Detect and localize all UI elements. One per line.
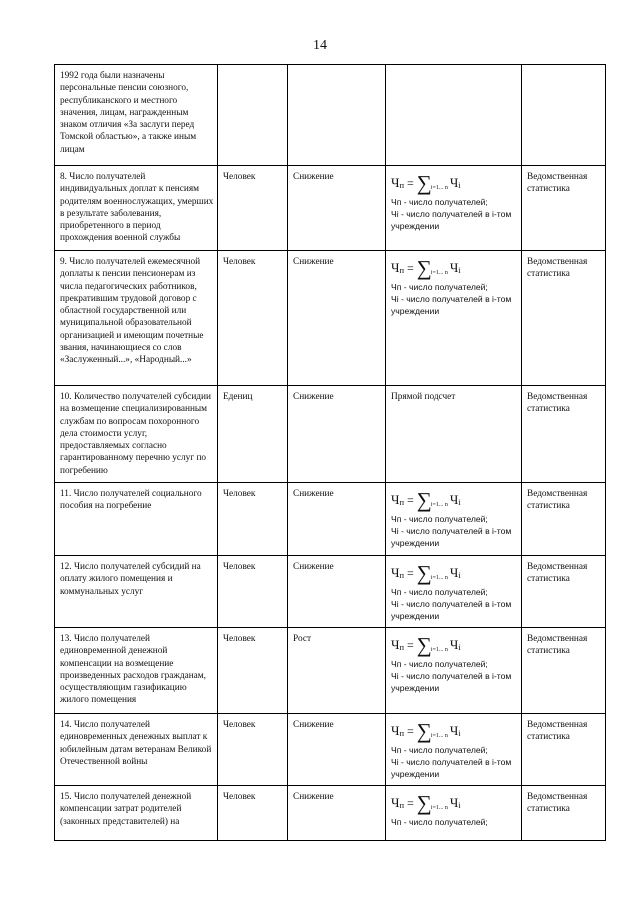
source-cell: Ведомственная статистика [522,386,606,483]
source-cell: Ведомственная статистика [522,628,606,714]
sigma-symbol: ∑ [416,561,432,585]
source-cell: Ведомственная статистика [522,166,606,251]
unit-cell: Человек [218,483,288,556]
sum-formula: Чп = ∑i=1... n Чi [391,719,461,743]
trend-cell [288,65,386,166]
indicator-cell: 14. Число получателей единовременных денежных выплат к юбилейным датам ветеранам Великой Отечественной войны [55,714,218,786]
unit-cell: Едениц [218,386,288,483]
unit-cell: Человек [218,166,288,251]
formula-legend-per-institution: Чi - число получателей в i-том учреждении [391,599,512,621]
source-cell: Ведомственная статистика [522,483,606,556]
formula-cell [386,628,522,714]
source-cell: Ведомственная статистика [522,251,606,386]
sum-formula: Чп = ∑i=1... n Чi [391,488,461,512]
table-row [55,714,606,786]
trend-cell: Снижение [288,386,386,483]
trend-cell: Снижение [288,714,386,786]
formula-legend-per-institution: Чi - число получателей в i-том учреждении [391,757,512,779]
formula-cell [386,251,522,386]
formula-legend-total: Чп - число получателей; [391,282,488,292]
table-row [55,251,606,386]
indicator-cell: 1992 года были назначены персональные пенсии союзного, республиканского и местного значения, лицам, награжденным знаком отличия «За заслуги перед Томской областью», а также иным лицам [55,65,218,166]
formula-legend-per-institution: Чi - число получателей в i-том учреждении [391,526,512,548]
table-row [55,786,606,841]
trend-cell: Снижение [288,786,386,841]
sigma-symbol: ∑ [416,719,432,743]
formula-legend-per-institution: Чi - число получателей в i-том учреждении [391,294,512,316]
trend-cell: Снижение [288,556,386,628]
unit-cell: Человек [218,556,288,628]
sum-formula: Чп = ∑i=1... n Чi [391,171,461,195]
unit-cell: Человек [218,628,288,714]
unit-cell [218,65,288,166]
formula-legend-per-institution: Чi - число получателей в i-том учреждении [391,209,512,231]
table-row [55,556,606,628]
formula-legend-total: Чп - число получателей; [391,817,488,827]
indicator-cell: 13. Число получателей единовременной денежной компенсации на возмещение произведенных расходов гражданам, осуществляющим газификацию жилого помещения [55,628,218,714]
formula-cell [386,166,522,251]
formula-cell [386,556,522,628]
formula-legend-total: Чп - число получателей; [391,197,488,207]
formula-cell [386,714,522,786]
sigma-symbol: ∑ [416,171,432,195]
page-number: 14 [313,38,327,53]
trend-cell: Снижение [288,483,386,556]
formula-legend-total: Чп - число получателей; [391,745,488,755]
formula-cell [386,483,522,556]
table-row [55,166,606,251]
sigma-symbol: ∑ [416,488,432,512]
table-row [55,65,606,166]
sigma-symbol: ∑ [416,791,432,815]
sum-formula: Чп = ∑i=1... n Чi [391,791,461,815]
sum-formula: Чп = ∑i=1... n Чi [391,561,461,585]
unit-cell: Человек [218,714,288,786]
indicator-cell: 10. Количество получателей субсидии на возмещение специализированным службам по вопросам похоронного дела стоимости услуг, предоставляемых согласно гарантированному перечню услуг по погребению [55,386,218,483]
sum-formula: Чп = ∑i=1... n Чi [391,256,461,280]
sigma-symbol: ∑ [416,633,432,657]
method-cell: Прямой подсчет [386,386,522,483]
method-cell [386,65,522,166]
trend-cell: Снижение [288,251,386,386]
formula-legend-per-institution: Чi - число получателей в i-том учреждении [391,671,512,693]
indicator-cell: 9. Число получателей ежемесячной доплаты к пенсии пенсионерам из числа педагогических работников, прекратившим трудовой договор с областной государственной или муниципальной образовательной организацией и имеющим почетные звания, начинающиеся со слов «Заслуженный...», «Народный...» [55,251,218,386]
source-cell: Ведомственная статистика [522,714,606,786]
formula-legend-total: Чп - число получателей; [391,514,488,524]
unit-cell: Человек [218,786,288,841]
table-row [55,628,606,714]
indicators-table [54,64,606,841]
formula-legend-total: Чп - число получателей; [391,659,488,669]
sum-formula: Чп = ∑i=1... n Чi [391,633,461,657]
trend-cell: Рост [288,628,386,714]
indicator-cell: 11. Число получателей социального пособия на погребение [55,483,218,556]
table-row [55,386,606,483]
indicator-cell: 15. Число получателей денежной компенсации затрат родителей (законных представителей) на [55,786,218,841]
sigma-symbol: ∑ [416,256,432,280]
indicator-cell: 8. Число получателей индивидуальных доплат к пенсиям родителям военнослужащих, умерших в результате заболевания, приобретенного в период прохождения военной службы [55,166,218,251]
unit-cell: Человек [218,251,288,386]
source-cell: Ведомственная статистика [522,556,606,628]
formula-cell [386,786,522,841]
table-row [55,483,606,556]
indicator-cell: 12. Число получателей субсидий на оплату жилого помещения и коммунальных услуг [55,556,218,628]
trend-cell: Снижение [288,166,386,251]
source-cell [522,65,606,166]
formula-legend-total: Чп - число получателей; [391,587,488,597]
source-cell: Ведомственная статистика [522,786,606,841]
